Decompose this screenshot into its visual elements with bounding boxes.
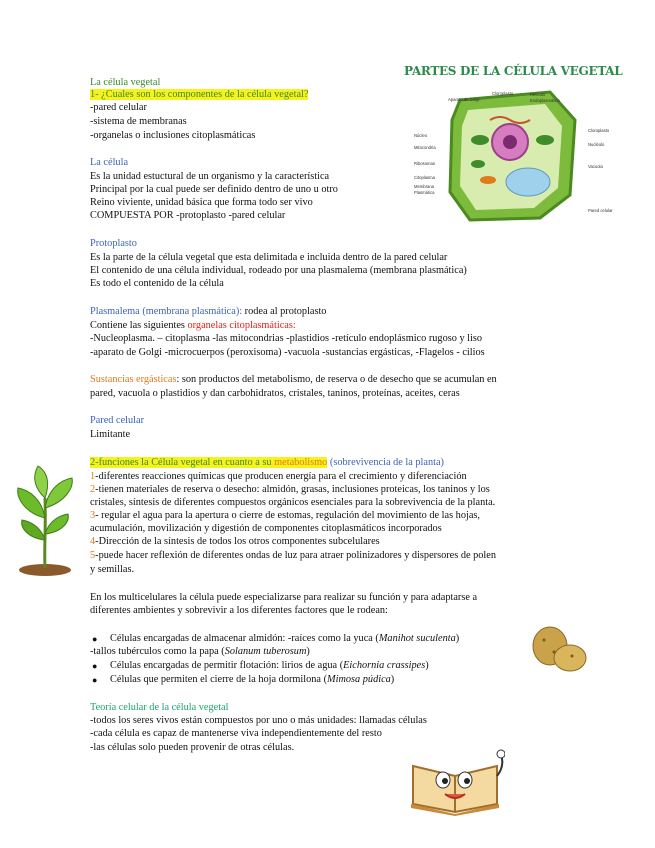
celula-line-2: Principal por la cual puede ser definido dentro de uno u otro (90, 184, 338, 195)
label-vacuola: Vacuola (588, 164, 603, 169)
section-title-protoplasto: Protoplasto (90, 238, 137, 249)
protoplasto-line-3: Es todo el contenido de la célula (90, 278, 224, 289)
bullet-almidon-sci: Manihot suculenta (378, 633, 456, 644)
bullet-dormilona-text: Células que permiten el cierre de la hoja dormilona ( (110, 674, 328, 685)
ergasticas-title: Sustancias ergásticas (90, 374, 177, 385)
bullet-1: ● (92, 634, 98, 644)
label-pared: Pared celular (588, 208, 613, 213)
label-ribosomas: Ribosomas (414, 161, 435, 166)
section-title-celula: La célula (90, 157, 129, 168)
pared-line: Limitante (90, 429, 131, 440)
bullet-2: ● (92, 661, 98, 671)
organelas-line-1: -Nucleoplasma. – citoplasma -las mitocondrias -plastidios -retículo endoplásmico rugoso y liso (90, 333, 483, 344)
function-1 (90, 471, 467, 483)
teoria-line-3: -las células solo pueden provenir de otras células. (90, 742, 295, 753)
bullet-almidon-text: Células encargadas de almacenar almidón: -raíces como la yuca ( (110, 633, 379, 644)
function-3b: acumulación, movilización y digestión de componentes citoplasmáticos incorporados (90, 523, 442, 534)
organelas-label: organelas citoplasmáticas: (187, 320, 296, 331)
function-2 (90, 484, 490, 496)
protoplasto-line-2: El contenido de una célula individual, rodeado por una plasmalema (membrana plasmática) (90, 265, 467, 276)
multicelulares-line-1: En los multicelulares la célula puede especializarse para realizar su función y para adaptarse a (90, 592, 478, 603)
section-title-teoria: Teoría celular de la célula vegetal (90, 702, 229, 713)
multicelulares-line-2: diferentes ambientes y sobrevivir a los diferentes factores que le rodean: (90, 605, 388, 616)
function-2b: cristales, síntesis de diferentes compuestos orgánicos esenciales para la sobrevivencia de la planta. (90, 497, 496, 508)
functions-heading (90, 457, 444, 469)
seedling-illustration (10, 458, 80, 578)
label-cloroplasto: Cloroplasto (588, 128, 610, 133)
contains-text: Contiene las siguientes (90, 320, 188, 331)
bullet-flotacion-end: ) (425, 660, 429, 671)
function-4-num: 4 (90, 536, 96, 547)
potato-illustration (528, 624, 588, 676)
protoplasto-line-1: Es la parte de la célula vegetal que esta delimitada e incluida dentro de la pared celular (90, 252, 448, 263)
component-membranas: -sistema de membranas (90, 116, 187, 127)
function-5 (90, 550, 496, 562)
tallos-end: ) (306, 646, 310, 657)
function-5b: y semillas. (90, 564, 135, 575)
bullet-flotacion (110, 660, 429, 672)
function-3-text: - regular el agua para la apertura o cierre de estomas, regulación del movimiento de las hojas, (95, 510, 480, 521)
function-2-text: -tienen materiales de reserva o desecho: almidón, grasas, inclusiones proteicas, los taninos y los (95, 484, 490, 495)
bullet-dormilona-sci: Mimosa púdica (327, 674, 391, 685)
bullet-dormilona-end: ) (390, 674, 395, 685)
label-golgi: Aparato de Golgi (448, 97, 480, 102)
plasmalema-title: Plasmalema (membrana plasmática): (90, 306, 243, 317)
component-organelas: -organelas o inclusiones citoplasmáticas (90, 130, 256, 141)
plasmalema-contains (90, 320, 296, 332)
label-nucleo: Núcleo (414, 133, 428, 138)
function-3-num: 3 (90, 510, 96, 521)
ergasticas-line-1 (90, 374, 497, 386)
function-1-num: 1 (90, 471, 96, 482)
celula-line-4: COMPUESTA POR -protoplasto -pared celular (90, 210, 286, 221)
teoria-line-1: -todos los seres vivos están compuestos por uno o más unidades: llamadas células (90, 715, 427, 726)
function-4-text: -Dirección de la síntesis de todos los otros componentes subcelulares (95, 536, 380, 547)
label-cloroplasto-top: Cloroplasto (492, 91, 514, 96)
function-2-num: 2 (90, 484, 96, 495)
plasmalema-title-rest: rodea al protoplasto (242, 306, 327, 317)
book-character-illustration (405, 746, 505, 816)
celula-line-1: Es la unidad estuctural de un organismo y la característica (90, 171, 330, 182)
functions-heading-c: (sobrevivencia de la planta) (327, 457, 444, 468)
bullet-dormilona (110, 674, 394, 686)
tallos-sci: Solanum tuberosum (224, 646, 307, 657)
plant-cell-illustration (404, 62, 623, 222)
label-membrana: Membrana Plasmática (414, 184, 435, 195)
celula-line-3: Reino viviente, unidad básica que forma todo ser vivo (90, 197, 313, 208)
functions-heading-b: metabolismo (274, 457, 328, 468)
teoria-line-2: -cada célula es capaz de mantenerse viva independientemente del resto (90, 728, 382, 739)
question-1-text: 1- ¿Cuales son los componentes de la célula vegetal? (90, 89, 309, 100)
functions-heading-a: 2-funciones la Célula vegetal en cuanto a su (90, 457, 275, 468)
bullet-flotacion-text: Células encargadas de permitir flotación: lirios de agua ( (110, 660, 344, 671)
bullet-almidon-end: ) (455, 633, 460, 644)
tallos-text: -tallos tubérculos como la papa ( (90, 646, 225, 657)
tallos-line (90, 646, 310, 658)
label-reticulo: Retículo Endoplasmático (530, 92, 560, 103)
illustration-title: PARTES DE LA CÉLULA VEGETAL (404, 64, 623, 78)
bullet-flotacion-sci: Eichornia crassipes (343, 660, 426, 671)
ergasticas-text: : son productos del metabolismo, de reserva o de desecho que se acumulan en (176, 374, 497, 385)
label-mitocondria: Mitocondria (414, 145, 436, 150)
component-pared: -pared celular (90, 102, 147, 113)
function-3 (90, 510, 480, 522)
label-nucleolo: Nucléolo (588, 142, 605, 147)
question-1 (90, 89, 308, 101)
organelas-line-2: -aparato de Golgi -microcuerpos (peroxisoma) -vacuola -sustancias ergásticas, -Flagelos - cilios (90, 347, 485, 358)
function-5-text: -puede hacer reflexión de diferentes ondas de luz para atraer polinizadores y dispersores de polen (95, 550, 496, 561)
plasmalema-heading (90, 306, 326, 318)
bullet-3: ● (92, 675, 98, 685)
function-1-text: -diferentes reacciones químicas que producen energía para el crecimiento y diferenciación (95, 471, 467, 482)
function-4 (90, 536, 380, 548)
function-5-num: 5 (90, 550, 96, 561)
bullet-almidon (110, 633, 459, 645)
section-title-celula-vegetal: La célula vegetal (90, 77, 161, 88)
ergasticas-line-2: pared, vacuola o plastidios y dan carbohidratos, cristales, taninos, proteínas, aceites, ceras (90, 388, 460, 399)
plant-cell-drawing (410, 80, 610, 230)
label-citoplasma: Citoplasma (414, 175, 435, 180)
section-title-pared: Pared celular (90, 415, 145, 426)
